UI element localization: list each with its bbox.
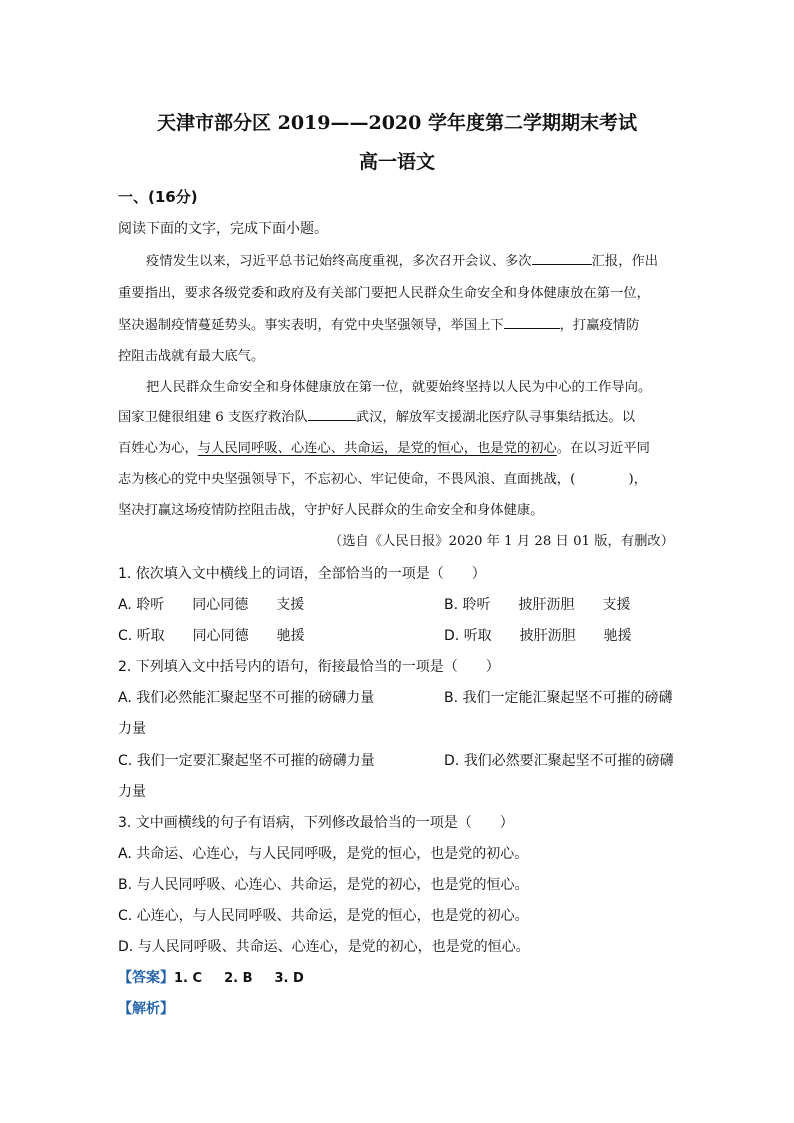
question-3-option-c: C. 心连心，与人民同呼吸、共命运，是党的恒心，也是党的初心。 (118, 908, 529, 924)
question-2-option-b-wrap: 力量 (118, 721, 146, 737)
passage-line: 国家卫健很组建 6 支医疗救治队 武汉，解放军支援湖北医疗队寻事集结抵达。以 (118, 410, 636, 425)
answer-value: 2. B (224, 971, 253, 986)
question-1-stem: 1. 依次填入文中横线上的词语，全部恰当的一项是（ ） (118, 566, 486, 582)
fill-blank-2 (504, 328, 560, 329)
page-subtitle: 高一语文 (358, 151, 435, 173)
passage-line: 坚决打赢这场疫情防控阻击战，守护好人民群众的生命安全和身体健康。 (118, 503, 544, 518)
page-title: 天津市部分区 2019——2020 学年度第二学期期末考试 (157, 112, 637, 134)
answer-label: 【答案】 (118, 970, 174, 986)
fill-blank-3 (308, 420, 356, 421)
question-1-option-a: A. 聆听 同心同德 支援 (118, 597, 305, 613)
passage-source: （选自《人民日报》2020 年 1 月 28 日 01 版，有删改） (328, 534, 674, 549)
question-2-option-c: C. 我们一定要汇聚起坚不可摧的磅礴力量 (118, 753, 375, 769)
analysis-label: 【解析】 (118, 1001, 174, 1017)
question-2-option-b: B. 我们一定能汇聚起坚不可摧的磅礴 (444, 690, 673, 706)
instruction-text: 阅读下面的文字，完成下面小题。 (118, 221, 328, 237)
question-3-option-d: D. 与人民同呼吸、共命运、心连心，是党的初心，也是党的恒心。 (118, 939, 530, 955)
question-2-option-d: D. 我们必然要汇聚起坚不可摧的磅礴 (444, 753, 674, 769)
underlined-sentence: 与人民同呼吸、心连心、共命运，是党的恒心，也是党的初心 (197, 441, 557, 456)
passage-line: 把人民群众生命安全和身体健康放在第一位，就要始终坚持以人民为中心的工作导向。 (146, 380, 652, 395)
passage-line: 坚决遏制疫情蔓延势头。事实表明，有党中央坚强领导，举国上下 ，打赢疫情防 (118, 318, 640, 333)
question-3-option-a: A. 共命运、心连心，与人民同呼吸，是党的恒心，也是党的初心。 (118, 846, 529, 862)
section-header: 一、(16分) (118, 188, 198, 206)
passage-line: 疫情发生以来，习近平总书记始终高度重视，多次召开会议、多次 汇报，作出 (146, 254, 659, 269)
question-3-option-b: B. 与人民同呼吸、心连心、共命运，是党的初心，也是党的恒心。 (118, 877, 529, 893)
passage-line: 控阻击战就有最大底气。 (118, 349, 265, 364)
answer-value: 3. D (274, 971, 304, 986)
question-2-stem: 2. 下列填入文中括号内的语句，衔接最恰当的一项是（ ） (118, 659, 500, 675)
question-2-option-d-wrap: 力量 (118, 784, 146, 800)
question-1-option-b: B. 聆听 披肝沥胆 支援 (444, 597, 631, 613)
passage-line: 重要指出，要求各级党委和政府及有关部门要把人民群众生命安全和身体健康放在第一位， (118, 286, 650, 301)
question-3-stem: 3. 文中画横线的句子有语病，下列修改最恰当的一项是（ ） (118, 815, 514, 831)
question-2-option-a: A. 我们必然能汇聚起坚不可摧的磅礴力量 (118, 690, 375, 706)
answer-value: 1. C (174, 971, 203, 986)
fill-blank-1 (532, 264, 592, 265)
answer-line (118, 967, 304, 987)
question-1-option-d: D. 听取 披肝沥胆 驰援 (444, 628, 632, 644)
passage-line: 百姓心为心，与人民同呼吸、心连心、共命运，是党的恒心，也是党的初心。在以习近平同 (118, 441, 650, 456)
question-1-option-c: C. 听取 同心同德 驰援 (118, 628, 305, 644)
passage-line: 志为核心的党中央坚强领导下，不忘初心、牢记使命，不畏风浪、直面挑战，( )， (118, 472, 647, 487)
